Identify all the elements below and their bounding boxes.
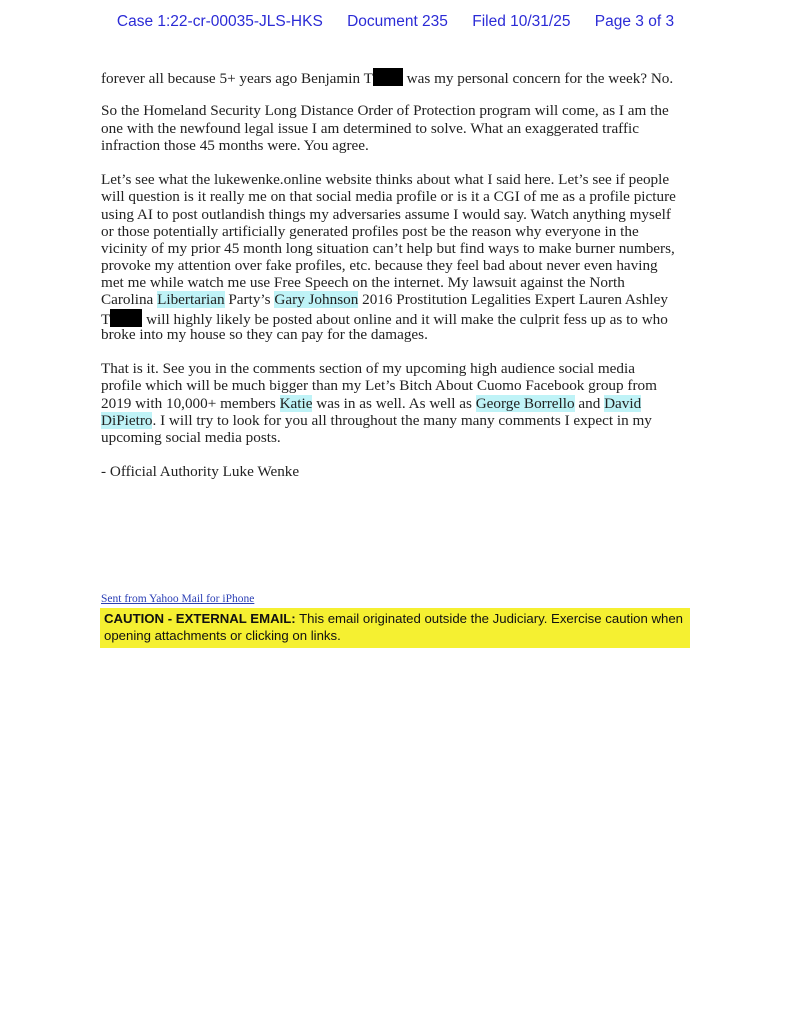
text-segment: vicinity of my prior 45 month long situation can’t help but find ways to make burner numbers, <box>101 239 675 257</box>
text-segment: using AI to post outlandish things my adversaries assume I would say. Watch anything myself <box>101 205 671 223</box>
text-segment: profile which will be much bigger than my Let’s Bitch About Cuomo Facebook group from <box>101 377 657 395</box>
text-line <box>101 429 701 446</box>
text-segment: one with the newfound legal issue I am determined to solve. What an exaggerated traffic <box>101 119 639 137</box>
paragraph <box>101 102 701 154</box>
paragraph <box>101 360 701 446</box>
case-header <box>0 13 791 31</box>
highlighted-name: Gary Johnson <box>274 291 359 309</box>
text-segment: Carolina <box>101 291 158 309</box>
email-body <box>101 68 701 498</box>
paragraph <box>101 171 701 343</box>
case-number: Case 1:22-cr-00035-JLS-HKS <box>116 13 323 30</box>
text-segment: upcoming social media posts. <box>101 428 281 446</box>
highlighted-name: Libertarian <box>157 291 225 309</box>
text-segment: T <box>101 310 111 328</box>
text-line <box>101 102 701 119</box>
text-line <box>101 360 701 377</box>
redaction-box <box>373 68 403 86</box>
text-segment: and <box>574 394 605 412</box>
text-line <box>101 463 701 480</box>
text-segment: infraction those 45 months were. You agree. <box>101 136 369 154</box>
document-number: Document 235 <box>347 13 448 30</box>
text-line <box>101 309 701 326</box>
text-segment: will question is it really me on that social media profile or is it a CGI of me as a profile picture <box>101 188 676 206</box>
highlighted-name: David <box>604 394 642 412</box>
text-segment: That is it. See you in the comments section of my upcoming high audience social media <box>101 360 635 378</box>
text-line <box>101 137 701 154</box>
text-segment: forever all because 5+ years ago Benjamin T <box>101 70 373 87</box>
page-number: Page 3 of 3 <box>594 13 675 30</box>
text-line <box>101 326 701 343</box>
paragraph <box>101 463 701 480</box>
text-segment: 2019 with 10,000+ members <box>101 394 280 412</box>
text-line <box>101 188 701 205</box>
text-segment: 2016 Prostitution Legalities Expert Lauren Ashley <box>358 291 668 309</box>
text-segment: met me while watch me use Free Speech on the internet. My lawsuit against the North <box>101 274 625 292</box>
text-segment: . I will try to look for you all throughout the many many comments I expect in my <box>152 411 652 429</box>
caution-label: CAUTION - EXTERNAL EMAIL: <box>104 611 296 626</box>
caution-text: This email originated outside the Judiciary. Exercise caution when opening attachments or clicking on links. <box>104 611 683 643</box>
text-line <box>101 206 701 223</box>
text-line <box>101 171 701 188</box>
text-segment: or those potentially artificially generated profiles post be the reason why everyone in the <box>101 222 639 240</box>
text-segment: will highly likely be posted about online and it will make the culprit fess up as to who <box>142 310 668 328</box>
text-segment: was in as well. As well as <box>312 394 476 412</box>
external-email-caution-banner <box>100 608 690 648</box>
text-line <box>101 120 701 137</box>
text-line <box>101 274 701 291</box>
text-segment: So the Homeland Security Long Distance Order of Protection program will come, as I am the <box>101 102 669 120</box>
text-line <box>101 412 701 429</box>
highlighted-name: George Borrello <box>475 394 575 412</box>
text-segment: Party’s <box>224 291 275 309</box>
text-line <box>101 291 701 308</box>
highlighted-name: DiPietro <box>101 411 153 429</box>
text-line <box>101 240 701 257</box>
text-line <box>101 395 701 412</box>
text-segment: provoke my attention over fake profiles, etc. because they feel bad about never even having <box>101 257 658 275</box>
text-segment: - Official Authority Luke Wenke <box>101 463 300 481</box>
highlighted-name: Katie <box>279 394 313 412</box>
filed-date: Filed 10/31/25 <box>472 13 571 30</box>
text-line <box>101 257 701 274</box>
text-segment: was my personal concern for the week? No. <box>402 70 674 87</box>
text-line <box>101 377 701 394</box>
redaction-box <box>110 309 142 327</box>
text-segment: Let’s see what the lukewenke.online website thinks about what I said here. Let’s see if people <box>101 171 670 189</box>
text-line <box>101 68 701 85</box>
paragraph <box>101 68 701 85</box>
text-line <box>101 223 701 240</box>
text-segment: broke into my house so they can pay for the damages. <box>101 325 428 343</box>
sent-from-yahoo-link[interactable]: Sent from Yahoo Mail for iPhone <box>101 593 255 605</box>
